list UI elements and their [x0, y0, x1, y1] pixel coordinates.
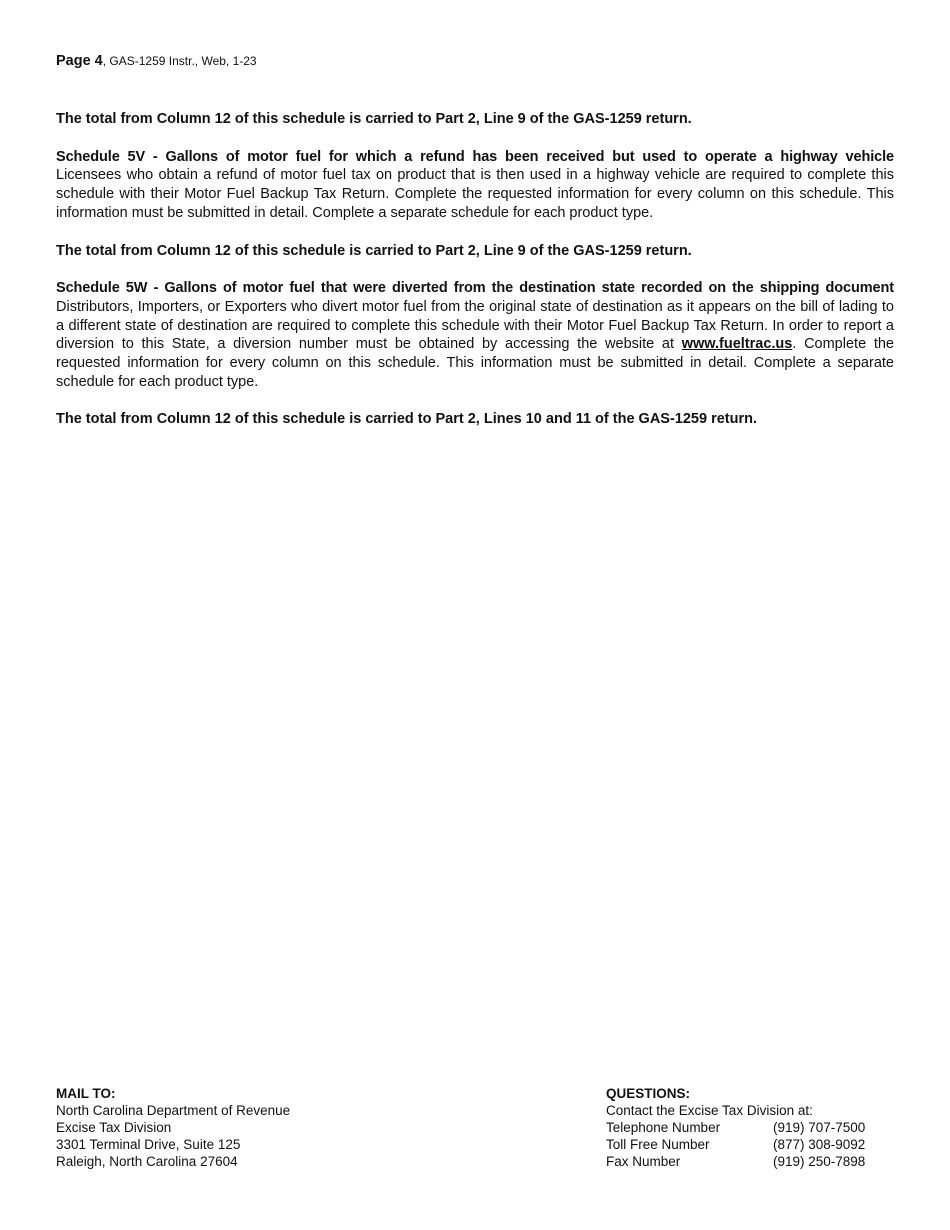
contact-row-telephone — [606, 1119, 865, 1136]
mail-address-line: Excise Tax Division — [56, 1120, 172, 1135]
contact-label: Fax Number — [606, 1154, 681, 1169]
questions-block — [606, 1085, 865, 1170]
contact-label: Telephone Number — [606, 1120, 721, 1135]
form-info: , GAS-1259 Instr., Web, 1-23 — [102, 54, 257, 68]
questions-heading: QUESTIONS: — [606, 1086, 691, 1101]
schedule-5w-title: Schedule 5W - Gallons of motor fuel that were diverted from the destination state recorded on the shipping document — [56, 280, 894, 297]
page-header — [56, 53, 257, 69]
contact-label: Toll Free Number — [606, 1137, 710, 1152]
mail-address-line: Raleigh, North Carolina 27604 — [56, 1154, 238, 1169]
mail-to-block — [56, 1085, 290, 1170]
schedule-5w-body-text: Distributors, Importers, or Exporters who divert motor fuel from the original state of destination as it appears on the bill of lading to a different state of destination are required to complete this schedule with their Motor Fuel Backup Tax Return. In order to report a diversion to this State, a diversion number must be obtained by accessing the website at — [56, 298, 894, 353]
mail-address-line: 3301 Terminal Drive, Suite 125 — [56, 1137, 241, 1152]
total-line-schedule-5v: The total from Column 12 of this schedule is carried to Part 2, Line 9 of the GAS-1259 return. — [56, 242, 692, 259]
schedule-5v-title: Schedule 5V - Gallons of motor fuel for which a refund has been received but used to operate a highway vehicle — [56, 148, 894, 165]
schedule-5w-section — [56, 279, 894, 391]
contact-value: (919) 250-7898 — [773, 1154, 866, 1169]
schedule-5w-body-text-end: . Complete the requested information for every column on this schedule. This information must be submitted in detail. Complete a separate schedule for each product type. — [56, 336, 894, 390]
questions-intro: Contact the Excise Tax Division at: — [606, 1103, 813, 1118]
mail-to-heading: MAIL TO: — [56, 1086, 116, 1101]
instructions-content — [56, 110, 894, 448]
contact-value: (919) 707-7500 — [773, 1120, 866, 1135]
total-line-schedule-5u: The total from Column 12 of this schedule is carried to Part 2, Line 9 of the GAS-1259 return. — [56, 111, 692, 127]
contact-value: (877) 308-9092 — [773, 1137, 866, 1152]
page-number: Page 4 — [56, 53, 103, 69]
schedule-5v-section — [56, 148, 894, 223]
contact-row-toll-free — [606, 1136, 865, 1153]
contact-row-fax — [606, 1153, 865, 1170]
mail-address-line: North Carolina Department of Revenue — [56, 1103, 291, 1118]
schedule-5v-body: Licensees who obtain a refund of motor fuel tax on product that is then used in a highway vehicle are required to complete this schedule with their Motor Fuel Backup Tax Return. Complete the requested information for every column on this schedule. This information must be submitted in detail. Complete a separate schedule for each product type. — [56, 167, 894, 221]
total-line-schedule-5w: The total from Column 12 of this schedule is carried to Part 2, Lines 10 and 11 of the GAS-1259 return. — [56, 411, 758, 428]
fueltrac-link[interactable]: www.fueltrac.us — [681, 336, 793, 353]
schedule-5w-body — [56, 298, 894, 392]
